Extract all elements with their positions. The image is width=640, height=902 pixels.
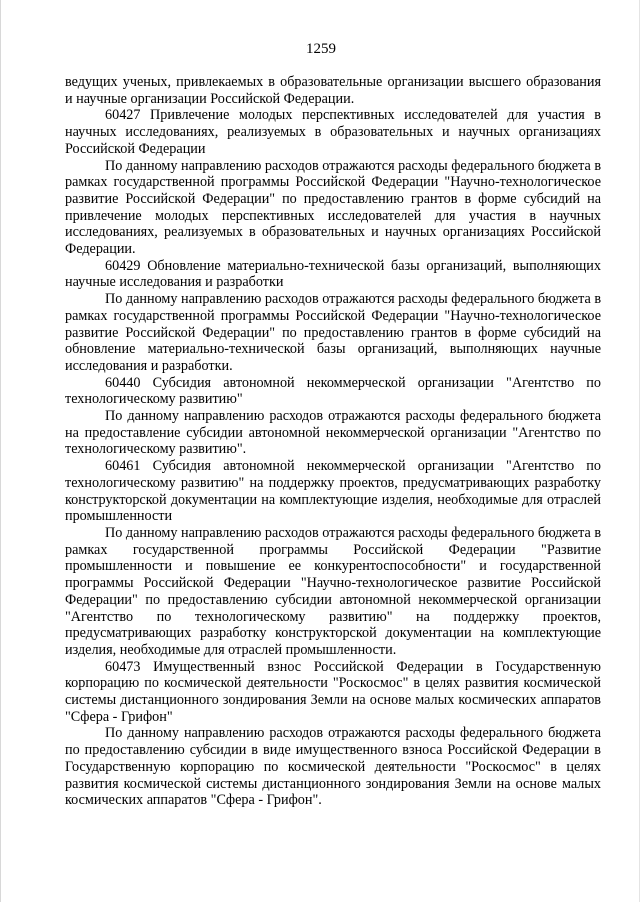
paragraph: По данному направлению расходов отражаются расходы федерального бюджета в рамках государственной программы Российской Федерации "Научно-технологическое развитие Российской Федерации" по предоставлению грантов в форме субсидий на обновление материально-технической базы организаций, выполняющих научные исследования и разработки.: [65, 291, 602, 374]
paragraph: 60461 Субсидия автономной некоммерческой организации "Агентство по технологическому развитию" на поддержку проектов, предусматривающих разработку конструкторской документации на комплектующие изделия, необходимые для отраслей промышленности: [65, 458, 601, 525]
paragraph: По данному направлению расходов отражаются расходы федерального бюджета по предоставлению субсидии в виде имущественного взноса Российской Федерации в Государственную корпорацию по космической деятельности "Роскосмос" в целях развития космической системы дистанционного зондирования Земли на основе малых космических аппаратов "Сфера - Грифон".: [65, 725, 601, 809]
paragraph: По данному направлению расходов отражаются расходы федерального бюджета на предоставление субсидии автономной некоммерческой организации "Агентство по технологическому развитию".: [65, 408, 601, 458]
paragraph: 60429 Обновление материально-технической базы организаций, выполняющих научные исследования и разработки: [65, 257, 601, 291]
paragraph: 60427 Привлечение молодых перспективных исследователей для участия в научных исследованиях, реализуемых в образовательных и научных организациях Российской Федерации: [65, 107, 601, 157]
paragraph: 60440 Субсидия автономной некоммерческой организации "Агентство по технологическому развитию": [65, 374, 601, 408]
paragraph: По данному направлению расходов отражаются расходы федерального бюджета в рамках государственной программы Российской Федерации "Научно-технологическое развитие Российской Федерации" по предоставлению грантов в форме субсидий на привлечение молодых перспективных исследователей для участия в научных исследованиях, реализуемых в образовательных и научных организациях Российской Федерации.: [65, 157, 602, 258]
document-body: [65, 74, 601, 809]
paragraph: 60473 Имущественный взнос Российской Федерации в Государственную корпорацию по космической деятельности "Роскосмос" в целях развития космической системы дистанционного зондирования Земли на основе малых космических аппаратов "Сфера - Грифон": [65, 658, 601, 725]
paragraph: ведущих ученых, привлекаемых в образовательные организации высшего образования и научные организации Российской Федерации.: [65, 74, 601, 107]
page-number: 1259: [306, 41, 336, 57]
paragraph: По данному направлению расходов отражаются расходы федерального бюджета в рамках государственной программы Российской Федерации "Развитие промышленности и повышение ее конкурентоспособности" и государственной программы Российской Федерации "Научно-технологическое развитие Российской Федерации" по предоставлению субсидии автономной некоммерческой организации "Агентство по технологическому развитию" на поддержку проектов, предусматривающих разработку конструкторской документации на комплектующие изделия, необходимые для отраслей промышленности.: [65, 524, 602, 658]
